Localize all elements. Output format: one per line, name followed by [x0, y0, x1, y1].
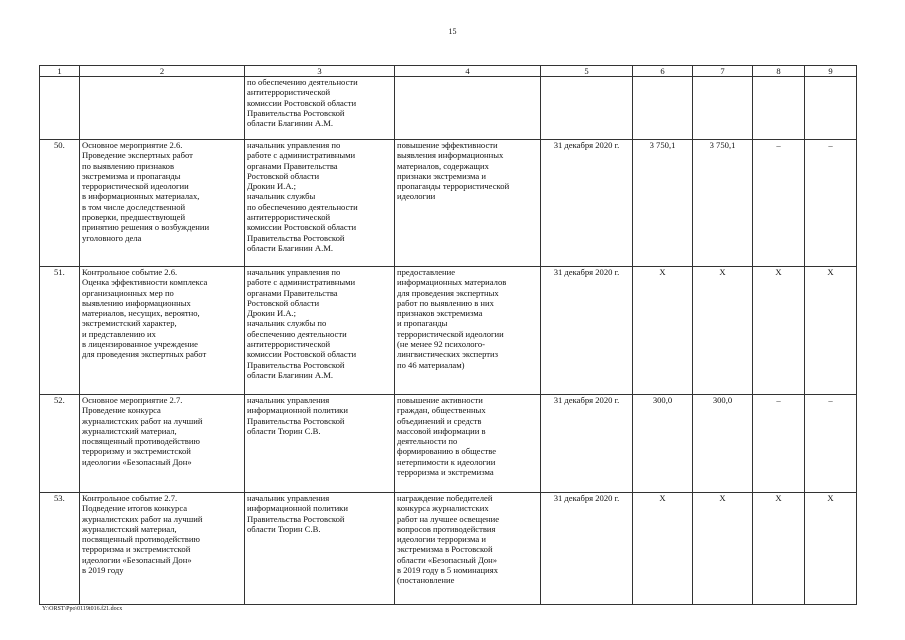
column-number: 6 [633, 66, 693, 77]
value-cell: 3 750,1 [693, 140, 753, 267]
value-cell: Х [805, 493, 857, 605]
responsible-cell: начальник управления по работе с административными органами Правительства Ростовской области Дрокин И.А.; начальник службы по обеспечению деятельности антитеррористической комиссии Ростовской области Правительства Ростовской области Благинин А.М. [245, 140, 395, 267]
value-cell: 300,0 [693, 395, 753, 493]
value-cell: – [805, 395, 857, 493]
value-cell [633, 77, 693, 140]
table-row [40, 140, 857, 267]
result-cell: повышение эффективности выявления информационных материалов, содержащих признаки экстремизма и пропаганды террористической идеологии [395, 140, 541, 267]
column-number: 8 [753, 66, 805, 77]
value-cell: Х [693, 267, 753, 395]
value-cell: – [805, 140, 857, 267]
value-cell: Х [805, 267, 857, 395]
value-cell [805, 77, 857, 140]
value-cell: 3 750,1 [633, 140, 693, 267]
result-cell: предоставление информационных материалов для проведения экспертных работ по выявлению в них признаков экстремизма и пропаганды террористической идеологии (не менее 92 психолого- лингвистических экспертиз по 46 материалам) [395, 267, 541, 395]
column-number: 3 [245, 66, 395, 77]
result-cell: награждение победителей конкурса журналистских работ на лучшее освещение вопросов противодействия идеологии терроризма и экстремизма в Ростовской области «Безопасный Дон» в 2019 году в 5 номинациях (постановление [395, 493, 541, 605]
responsible-cell: начальник управления информационной политики Правительства Ростовской области Тюрин С.В. [245, 395, 395, 493]
value-cell: Х [633, 493, 693, 605]
row-number: 53. [40, 493, 80, 605]
column-number: 1 [40, 66, 80, 77]
deadline-cell [541, 77, 633, 140]
page-number: 15 [448, 27, 457, 36]
continuation-row [40, 77, 857, 140]
activity-cell: Основное мероприятие 2.6. Проведение экспертных работ по выявлению признаков экстремизма и пропаганды террористической идеологии в информационных материалах, в том числе доследственной проверки, предшествующей принятию решения о возбуждении уголовного дела [80, 140, 245, 267]
value-cell [693, 77, 753, 140]
activity-cell [80, 77, 245, 140]
activity-cell: Основное мероприятие 2.7. Проведение конкурса журналистских работ на лучший журналистский материал, посвященный противодействию терроризму и экстремистской идеологии «Безопасный Дон» [80, 395, 245, 493]
column-number: 5 [541, 66, 633, 77]
table-row [40, 395, 857, 493]
value-cell: 300,0 [633, 395, 693, 493]
responsible-cell: начальник управления по работе с административными органами Правительства Ростовской области Дрокин И.А.; начальник службы по обеспечению деятельности антитеррористической комиссии Ростовской области Правительства Ростовской области Благинин А.М. [245, 267, 395, 395]
deadline-cell: 31 декабря 2020 г. [541, 493, 633, 605]
row-number [40, 77, 80, 140]
row-number: 52. [40, 395, 80, 493]
table-row [40, 493, 857, 605]
program-plan-table [39, 65, 857, 605]
value-cell: Х [753, 267, 805, 395]
column-number: 2 [80, 66, 245, 77]
row-number: 50. [40, 140, 80, 267]
activity-cell: Контрольное событие 2.7. Подведение итогов конкурса журналистских работ на лучший журналистский материал, посвященный противодействию терроризма и экстремистской идеологии «Безопасный Дон» в 2019 году [80, 493, 245, 605]
value-cell: Х [633, 267, 693, 395]
value-cell: Х [693, 493, 753, 605]
value-cell: Х [753, 493, 805, 605]
deadline-cell: 31 декабря 2020 г. [541, 140, 633, 267]
activity-cell: Контрольное событие 2.6. Оценка эффективности комплекса организационных мер по выявлению информационных материалов, несущих, вероятно, экстремистский характер, и представлению их в лицензированное учреждение для проведения экспертных работ [80, 267, 245, 395]
table-row [40, 267, 857, 395]
file-path-footer: Y:\ORST\Ppo\0119t016.f21.docx [42, 606, 123, 612]
value-cell: – [753, 140, 805, 267]
deadline-cell: 31 декабря 2020 г. [541, 395, 633, 493]
value-cell [753, 77, 805, 140]
row-number: 51. [40, 267, 80, 395]
result-cell: повышение активности граждан, общественных объединений и средств массовой информации в деятельности по формированию в обществе нетерпимости к идеологии терроризма и экстремизма [395, 395, 541, 493]
deadline-cell: 31 декабря 2020 г. [541, 267, 633, 395]
responsible-cell: начальник управления информационной политики Правительства Ростовской области Тюрин С.В. [245, 493, 395, 605]
column-number: 9 [805, 66, 857, 77]
column-number: 4 [395, 66, 541, 77]
result-cell [395, 77, 541, 140]
value-cell: – [753, 395, 805, 493]
responsible-cell: по обеспечению деятельности антитеррористической комиссии Ростовской области Правительства Ростовской области Благинин А.М. [245, 77, 395, 140]
column-number: 7 [693, 66, 753, 77]
column-number-row [40, 66, 857, 77]
